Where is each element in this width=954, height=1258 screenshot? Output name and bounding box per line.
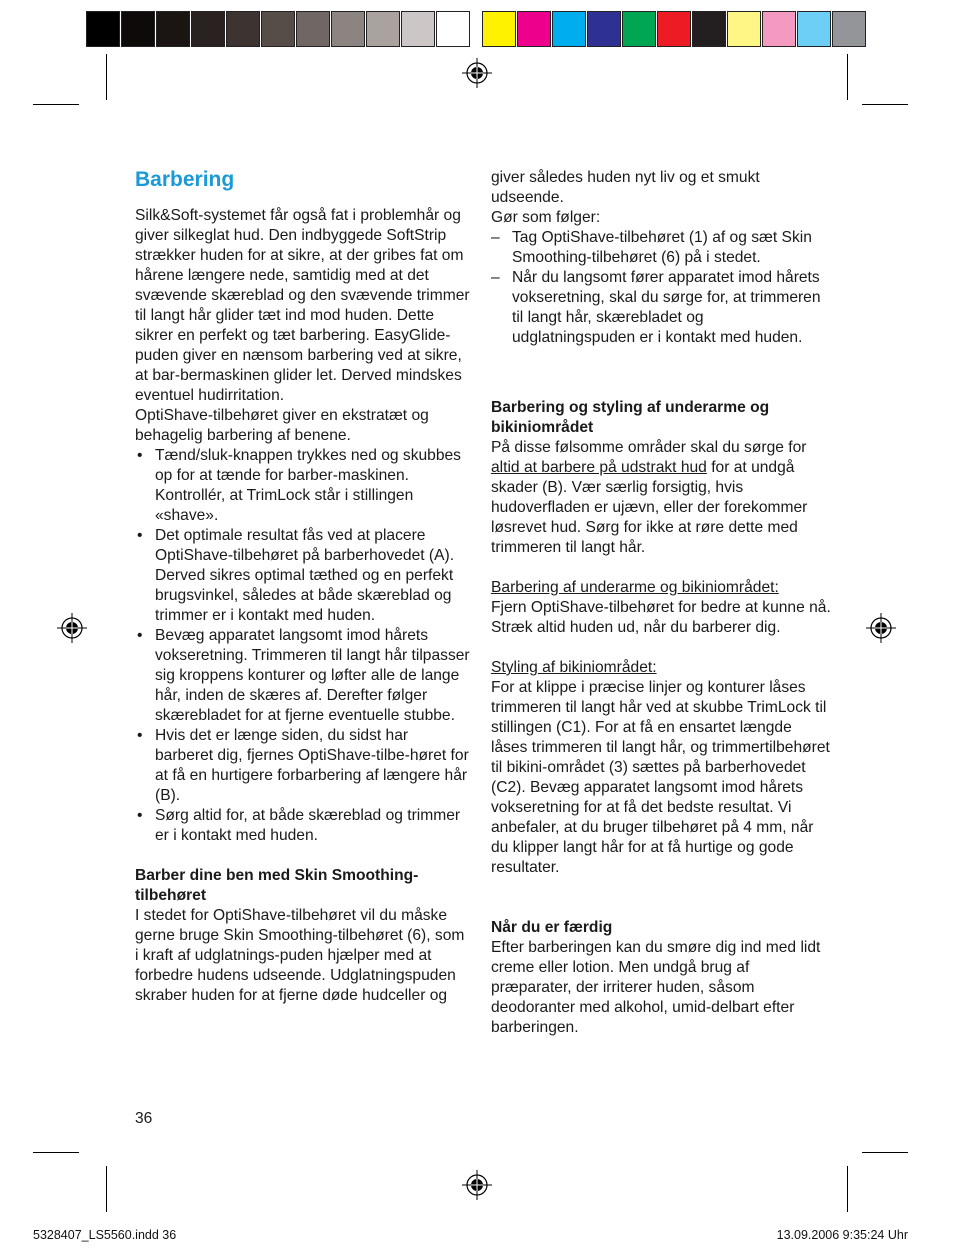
- right-column: [491, 168, 831, 1038]
- section-paragraph: Efter barberingen kan du smøre dig ind med lidt creme eller lotion. Men undgå brug af præparater, der irriterer huden, såsom deodoranter med alkohol, umid-delbart efter barberingen.: [491, 939, 821, 1036]
- subsection-paragraph: For at klippe i præcise linjer og konturer låses trimmeren til langt hår ved at skubbe TrimLock til stillingen (C1). For at få en ensartet længde låses trimmeren til langt hår, og trimmertilbehøret til bikini-området (3) sættes på barberhovedet (C2). Bevæg apparatet langsomt imod hårets vokseretning for at få det bedste resultat. Vi anbefaler, at du bruger tilbehøret på 4 mm, når du klipper langt hår for at få hurtige og gode resultater.: [491, 679, 830, 876]
- list-item: – Tag OptiShave-tilbehøret (1) af og sæt Skin Smoothing-tilbehøret (6) på i stedet.: [491, 228, 831, 268]
- section-heading: Barbering og styling af underarme og bikiniområdet: [491, 399, 770, 436]
- section-paragraph: [491, 438, 831, 558]
- color-swatch: [156, 11, 190, 47]
- registration-mark-icon: [57, 613, 87, 643]
- process-color-bar: [482, 11, 867, 47]
- subsection-title: Barbering af underarme og bikiniområdet:: [491, 579, 779, 596]
- intro-paragraph-2: OptiShave-tilbehøret giver en ekstratæt og behagelig barbering af benene.: [135, 407, 429, 444]
- spacer: [491, 558, 831, 578]
- color-swatch: [366, 11, 400, 47]
- crop-mark: [33, 104, 79, 105]
- section-heading: Barber dine ben med Skin Smoothing-tilbehøret: [135, 867, 419, 904]
- color-swatch: [727, 11, 761, 47]
- color-swatch: [86, 11, 120, 47]
- instruction-list: [135, 446, 470, 846]
- crop-mark: [862, 1152, 908, 1153]
- crop-mark: [106, 54, 107, 100]
- spacer: [491, 638, 831, 658]
- file-slug: 5328407_LS5560.indd 36: [33, 1228, 177, 1242]
- text-segment: for at undgå skader (B). Vær særlig forsigtig, hvis hudoverfladen er ujævn, eller der forekommer løsrevet hud. Sørg for ikke at røre dette med trimmeren til langt hår.: [491, 459, 808, 556]
- grayscale-color-bar: [86, 11, 471, 47]
- color-swatch: [552, 11, 586, 47]
- registration-mark-icon: [462, 58, 492, 88]
- crop-mark: [862, 104, 908, 105]
- section-heading: Når du er færdig: [491, 919, 613, 936]
- list-item: • Hvis det er længe siden, du sidst har barberet dig, fjernes OptiShave-tilbe-høret for at få en hurtigere forbarbering af længere hår (B).: [135, 726, 470, 806]
- color-swatch: [517, 11, 551, 47]
- continued-paragraph: giver således huden nyt liv og et smukt udseende.: [491, 169, 760, 206]
- subsection-paragraph: Fjern OptiShave-tilbehøret for bedre at kunne nå. Stræk altid huden ud, når du barberer dig.: [491, 599, 831, 636]
- registration-mark-icon: [866, 613, 896, 643]
- color-swatch: [762, 11, 796, 47]
- crop-mark: [847, 54, 848, 100]
- color-swatch: [226, 11, 260, 47]
- section-paragraph: I stedet for OptiShave-tilbehøret vil du måske gerne bruge Skin Smoothing-tilbehøret (6), som i kraft af udglatnings-puden hjælper med at forbedre hudens udseende. Udglatningspuden skraber huden for at fjerne døde hudceller og: [135, 907, 465, 1004]
- list-item: • Tænd/sluk-knappen trykkes ned og skubbes op for at tænde for barber-maskinen. Kontrollér, at TrimLock står i stillingen «shave».: [135, 446, 470, 526]
- spacer: [491, 348, 831, 388]
- list-item: • Sørg altid for, at både skæreblad og trimmer er i kontakt med huden.: [135, 806, 470, 846]
- crop-mark: [33, 1152, 79, 1153]
- page-heading: Barbering: [135, 168, 235, 191]
- crop-mark: [847, 1166, 848, 1212]
- underlined-text: altid at barbere på udstrakt hud: [491, 459, 707, 476]
- color-swatch: [797, 11, 831, 47]
- list-item: – Når du langsomt fører apparatet imod hårets vokseretning, skal du sørge for, at trimmeren til langt hår, skærebladet og udglatningspuden er i kontakt med huden.: [491, 268, 831, 348]
- subsection-title: Styling af bikiniområdet:: [491, 659, 657, 676]
- color-swatch: [692, 11, 726, 47]
- text-segment: På disse følsomme områder skal du sørge for: [491, 439, 807, 456]
- color-swatch: [191, 11, 225, 47]
- color-swatch: [482, 11, 516, 47]
- color-swatch: [622, 11, 656, 47]
- color-swatch: [401, 11, 435, 47]
- page-number: 36: [135, 1110, 153, 1127]
- crop-mark: [106, 1166, 107, 1212]
- color-swatch: [657, 11, 691, 47]
- dash-list: [491, 228, 831, 348]
- color-swatch: [296, 11, 330, 47]
- registration-mark-icon: [462, 1170, 492, 1200]
- color-swatch: [121, 11, 155, 47]
- color-swatch: [261, 11, 295, 47]
- left-column: [135, 168, 470, 1006]
- intro-paragraph: Silk&Soft-systemet får også fat i problemhår og giver silkeglat hud. Den indbyggede SoftStrip strækker huden for at sikre, at der gribes fat om hårene længere nede, samtidig med at det svævende skæreblad og den svævende trimmer til langt hår glider tæt ind mod huden. Dette sikrer en perfekt og tæt barbering. EasyGlide-puden giver en nænsom barbering ved at sikre, at bar-bermaskinen glider let. Derved mindskes eventuel hudirritation.: [135, 207, 470, 404]
- color-swatch: [832, 11, 866, 47]
- instruction-lead: Gør som følger:: [491, 209, 601, 226]
- spacer: [491, 878, 831, 918]
- color-swatch: [331, 11, 365, 47]
- list-item: • Bevæg apparatet langsomt imod hårets vokseretning. Trimmeren til langt hår tilpasser sig kroppens konturer og løfter alle de lange hår, inden de skæres af. Derefter følger skærebladet for at fjerne eventuelle stubbe.: [135, 626, 470, 726]
- timestamp-slug: 13.09.2006 9:35:24 Uhr: [776, 1228, 908, 1242]
- list-item: • Det optimale resultat fås ved at placere OptiShave-tilbehøret på barberhovedet (A). Derved sikres optimal tæthed og en perfekt brugsvinkel, således at både skæreblad og trimmer er i kontakt med huden.: [135, 526, 470, 626]
- color-swatch: [436, 11, 470, 47]
- color-swatch: [587, 11, 621, 47]
